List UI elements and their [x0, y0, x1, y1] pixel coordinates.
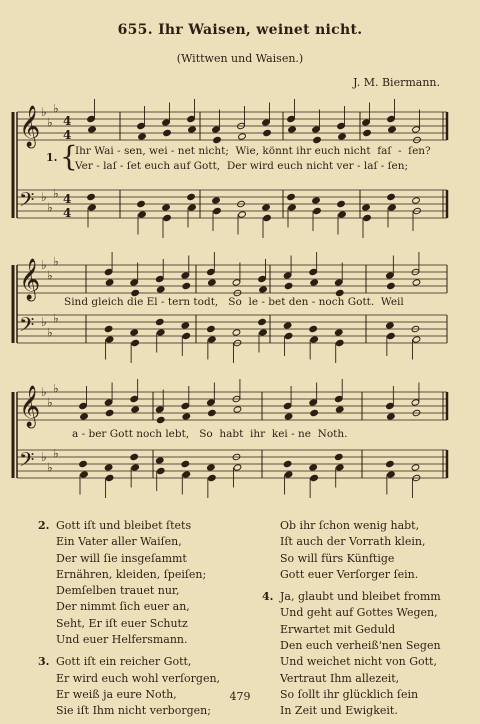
verse-line: So ſollt ihr glücklich ſein [280, 687, 419, 701]
note-head [284, 413, 293, 420]
note-head [155, 406, 164, 413]
note-head [309, 325, 318, 332]
note-head [105, 409, 114, 416]
flat-sign: ♭ [41, 385, 47, 399]
note-head [87, 115, 96, 122]
note-head [310, 409, 319, 416]
note-head [182, 471, 191, 478]
note-head [88, 204, 97, 211]
note-head [182, 282, 191, 289]
note-head [309, 464, 318, 471]
note-head [386, 460, 395, 467]
flat-sign: ♭ [53, 186, 59, 201]
note-head [105, 474, 114, 481]
note-head [313, 207, 322, 214]
treble-clef: 𝄞 [19, 106, 41, 147]
flat-sign: ♭ [47, 115, 53, 130]
flat-sign: ♭ [41, 258, 47, 272]
note-head [310, 279, 319, 286]
note-head [163, 129, 172, 136]
note-head [312, 197, 321, 204]
hymn-number: 655. [117, 22, 153, 38]
note-head [363, 129, 372, 136]
note-head [335, 406, 344, 413]
note-head [131, 406, 140, 413]
note-head [312, 126, 321, 133]
note-head [386, 322, 395, 329]
note-head [156, 467, 165, 474]
note-head [412, 126, 421, 133]
note-head [412, 197, 421, 204]
flat-sign: ♭ [41, 315, 47, 329]
note-head [233, 406, 242, 413]
note-head [387, 471, 396, 478]
note-head [155, 457, 164, 464]
note-head [288, 126, 297, 133]
verse-line: Seht, Er iſt euer Schutz [56, 616, 188, 630]
note-head [283, 460, 292, 467]
note-head [181, 272, 190, 279]
bass-clef: 𝄢 [19, 188, 35, 216]
note-head [334, 395, 343, 402]
verse-line: Und geht auf Gottes Wegen, [280, 606, 438, 620]
note-head [79, 460, 88, 467]
note-head [207, 325, 216, 332]
note-head [283, 322, 292, 329]
note-head [80, 471, 89, 478]
note-head [207, 399, 216, 406]
time-signature-bottom: 4 [63, 128, 72, 142]
note-head [163, 214, 172, 221]
note-head [309, 268, 318, 275]
verse-line: 4. Ja, glaubt und bleibet fromm [262, 589, 441, 605]
note-head [208, 279, 217, 286]
note-head [258, 318, 267, 325]
note-head [182, 413, 191, 420]
note-head [337, 122, 346, 129]
lyric-brace: { [60, 140, 78, 173]
flat-sign: ♭ [41, 105, 47, 119]
note-head [187, 193, 196, 200]
verse-line: Vertraut Ihm allezeit, [280, 671, 400, 685]
verse-line: Und weichet nicht von Gott, [280, 655, 437, 669]
note-head [88, 126, 97, 133]
flat-sign: ♭ [53, 381, 59, 396]
note-head [258, 275, 267, 282]
note-head [212, 197, 221, 204]
note-head [288, 204, 297, 211]
bass-clef: 𝄢 [19, 448, 35, 476]
verse-line: Gott euer Verſorger ſein. [280, 567, 419, 581]
verse-line: Er weiß ja eure Noth, [56, 687, 177, 701]
note-head [334, 453, 343, 460]
note-head [412, 336, 421, 343]
note-head [259, 286, 268, 293]
note-head [162, 119, 171, 126]
note-head [287, 115, 296, 122]
verse-line: Demſelben trauet nur, [56, 584, 180, 598]
note-head [334, 279, 343, 286]
note-head [104, 464, 113, 471]
note-head [338, 211, 347, 218]
note-head [335, 464, 344, 471]
verse-line: Sie iſt Ihm nicht verborgen; [56, 704, 211, 718]
note-head [284, 332, 293, 339]
note-head [80, 413, 89, 420]
verse-line: Der will ſie insgeſammt [56, 551, 187, 565]
time-signature-bottom: 4 [63, 206, 72, 220]
note-head [387, 413, 396, 420]
note-head [156, 329, 165, 336]
flat-sign: ♭ [47, 460, 53, 475]
note-head [130, 453, 139, 460]
verse-line: 3. Gott iſt ein reicher Gott, [38, 654, 220, 670]
note-head [283, 272, 292, 279]
note-head [259, 329, 268, 336]
note-head [387, 332, 396, 339]
verse-number-1: 1. [46, 151, 58, 164]
hymn-subtitle: (Wittwen und Waisen.) [176, 52, 304, 65]
note-head [232, 279, 241, 286]
note-head [87, 193, 96, 200]
note-head [181, 460, 190, 467]
note-head [334, 329, 343, 336]
page-number: 479 [229, 690, 251, 703]
note-head [362, 204, 371, 211]
note-head [131, 464, 140, 471]
note-head [207, 268, 216, 275]
flat-sign: ♭ [41, 450, 47, 464]
note-head [287, 193, 296, 200]
note-head [386, 272, 395, 279]
flat-sign: ♭ [47, 325, 53, 340]
note-head [263, 214, 272, 221]
composer-name: J. M. Biermann. [353, 76, 440, 89]
note-head [188, 204, 197, 211]
verse-number: 2. [38, 519, 50, 532]
verse-number: 3. [38, 655, 50, 669]
note-head [238, 211, 247, 218]
verse-line: Ob ihr ſchon wenig habt, [280, 519, 420, 532]
note-head [283, 402, 292, 409]
note-head [137, 122, 146, 129]
verse-line: Ein Vater aller Waiſen, [56, 535, 182, 549]
note-head [130, 329, 139, 336]
note-head [313, 136, 322, 143]
note-head [262, 204, 271, 211]
note-head [337, 200, 346, 207]
note-head [130, 279, 139, 286]
note-head [208, 409, 217, 416]
note-head [131, 339, 140, 346]
treble-clef: 𝄞 [19, 386, 41, 427]
note-head [213, 207, 222, 214]
note-head [79, 402, 88, 409]
note-head [187, 115, 196, 122]
verse-line: Erwartet mit Geduld [280, 622, 396, 636]
note-head [104, 399, 113, 406]
note-head [238, 133, 247, 140]
flat-sign: ♭ [53, 101, 59, 116]
note-head [104, 325, 113, 332]
note-head [232, 329, 241, 336]
lyric-line-1a: Ihr Wai - sen, wei - net nicht; Wie, könnt ihr euch nicht faſ - ſen? [75, 145, 431, 157]
note-head [181, 322, 190, 329]
note-head [388, 126, 397, 133]
note-head [262, 119, 271, 126]
verse-line: Er wird euch wohl verſorgen, [56, 671, 221, 685]
note-head [310, 336, 319, 343]
note-head [213, 136, 222, 143]
note-head [388, 204, 397, 211]
verse-line: Ernähren, kleiden, ſpeiſen; [56, 567, 207, 581]
verse-line: Den euch verheiß'nen Segen [280, 639, 441, 653]
note-head [386, 402, 395, 409]
note-head [207, 464, 216, 471]
note-head [284, 471, 293, 478]
note-head [104, 268, 113, 275]
note-head [362, 119, 371, 126]
note-head [387, 115, 396, 122]
time-signature-top: 4 [63, 114, 72, 128]
note-head [156, 416, 165, 423]
note-head [263, 129, 272, 136]
note-head [411, 464, 420, 471]
note-head [387, 282, 396, 289]
note-head [310, 474, 319, 481]
note-head [335, 339, 344, 346]
verse-line: Und euer Helfersmann. [56, 633, 188, 647]
note-head [233, 464, 242, 471]
note-head [188, 126, 197, 133]
note-head [208, 474, 217, 481]
flat-sign: ♭ [47, 200, 53, 215]
lyric-line-2: Sind gleich die El - tern todt, So le - bet den - noch Gott. Weil [64, 296, 404, 308]
note-head [412, 279, 421, 286]
note-head [284, 282, 293, 289]
time-signature-top: 4 [63, 192, 72, 206]
note-head [130, 395, 139, 402]
flat-sign: ♭ [47, 395, 53, 410]
note-head [155, 318, 164, 325]
lyric-line-3: a - ber Gott noch lebt, So habt ihr kei - ne Noth. [72, 428, 348, 440]
verse-number: 4. [262, 590, 274, 604]
verse-line: So will fürs Künftige [280, 551, 395, 565]
note-head [138, 133, 147, 140]
note-head [105, 336, 114, 343]
note-head [155, 275, 164, 282]
note-head [212, 126, 221, 133]
note-head [105, 279, 114, 286]
note-head [309, 399, 318, 406]
note-head [156, 286, 165, 293]
verse-line: 2. Gott iſt und bleibet ſtets [38, 518, 220, 534]
note-head [363, 214, 372, 221]
note-head [411, 399, 420, 406]
note-head [208, 336, 217, 343]
flat-sign: ♭ [53, 311, 59, 326]
lyric-line-1b: Ver - laſ - ſet euch auf Gott, Der wird euch nicht ver - laſ - ſen; [75, 160, 409, 172]
flat-sign: ♭ [41, 190, 47, 204]
verse-line: In Zeit und Ewigkeit. [280, 704, 398, 718]
hymn-title-text: Ihr Waisen, weinet nicht. [158, 22, 363, 38]
flat-sign: ♭ [53, 254, 59, 269]
note-head [137, 200, 146, 207]
treble-clef: 𝄞 [19, 259, 41, 300]
flat-sign: ♭ [53, 446, 59, 461]
note-head [387, 193, 396, 200]
verse-line: Der nimmt ſich euer an, [56, 600, 190, 614]
note-head [338, 133, 347, 140]
flat-sign: ♭ [47, 268, 53, 283]
note-head [181, 402, 190, 409]
note-head [182, 332, 191, 339]
note-head [138, 211, 147, 218]
verse-line: Iſt auch der Vorrath klein, [280, 535, 426, 549]
note-head [162, 204, 171, 211]
bass-clef: 𝄢 [19, 313, 35, 341]
